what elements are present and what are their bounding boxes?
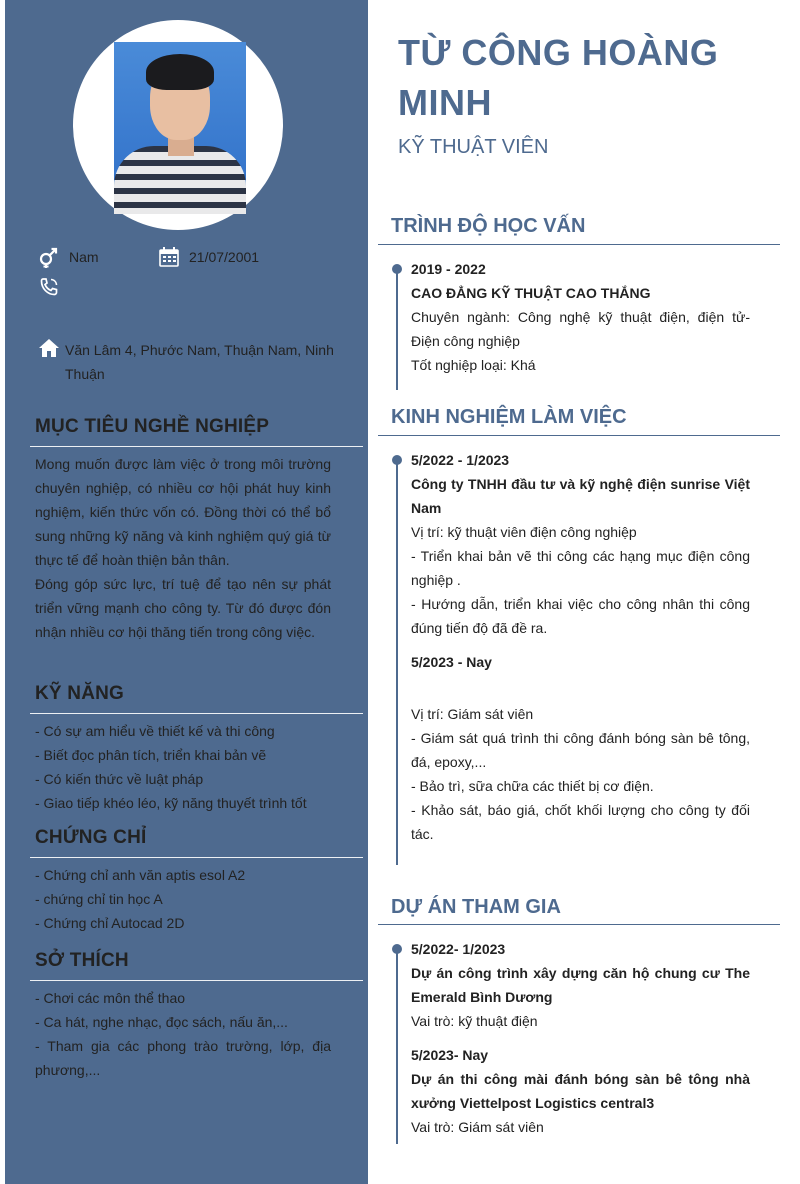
project-entry xyxy=(411,937,750,1033)
job-line: - Hướng dẫn, triển khai việc cho công nhân thi công đúng tiến độ đã đề ra. xyxy=(411,596,750,636)
hobby-item: - Tham gia các phong trào trường, lớp, địa phương,... xyxy=(35,1038,331,1078)
objective-paragraph: Đóng góp sức lực, trí tuệ để tạo nên sự phát triển vững mạnh cho công ty. Từ đó được đón nhận nhiều cơ hội thăng tiến trong công việc. xyxy=(35,576,331,640)
hobby-item: - Chơi các môn thể thao xyxy=(35,990,186,1006)
education-title: TRÌNH ĐỘ HỌC VẤN xyxy=(391,215,586,237)
objective-paragraph: Mong muốn được làm việc ở trong môi trường chuyên nghiệp, có nhiều cơ hội phát huy kinh nghiệm, kiến thức vốn có. Đồng thời có thể bổ sung những kỹ năng và kinh nghiệm quý giá từ thực tế để hoàn thiện bản thân. xyxy=(35,456,331,568)
certificates-title: CHỨNG CHỈ xyxy=(35,827,147,848)
education-major: Chuyên ngành: Công nghệ kỹ thuật điện, điện tử- Điện công nghiệp xyxy=(411,309,750,349)
home-icon xyxy=(38,337,60,359)
skill-item: - Có kiến thức về luật pháp xyxy=(35,771,204,787)
education-entry xyxy=(411,257,750,377)
gender-row xyxy=(38,246,99,268)
phone-row xyxy=(38,276,69,298)
job-company xyxy=(411,674,750,698)
experience-title: KINH NGHIỆM LÀM VIỆC xyxy=(391,406,627,428)
project-role: Vai trò: kỹ thuật điện xyxy=(411,1013,538,1029)
education-grade: Tốt nghiệp loại: Khá xyxy=(411,357,536,373)
avatar-shirt xyxy=(114,146,246,214)
project-date: 5/2022- 1/2023 xyxy=(411,941,506,957)
job-line: - Khảo sát, báo giá, chốt khối lượng cho công ty đối tác. xyxy=(411,802,750,842)
skill-item: - Có sự am hiểu về thiết kế và thi công xyxy=(35,723,275,739)
project-entry xyxy=(411,1043,750,1139)
calendar-icon xyxy=(158,246,180,268)
job-line: - Triển khai bản vẽ thi công các hạng mục điện công nghiệp . xyxy=(411,548,750,588)
certificate-item: - Chứng chỉ anh văn aptis esol A2 xyxy=(35,867,246,883)
experience-divider xyxy=(378,435,780,436)
education-timeline xyxy=(396,268,398,390)
phone-icon xyxy=(38,276,60,298)
projects-divider xyxy=(378,924,780,925)
education-school: CAO ĐẲNG KỸ THUẬT CAO THẮNG xyxy=(411,285,651,301)
project-name: Dự án công trình xây dựng căn hộ chung cư The Emerald Bình Dương xyxy=(411,965,750,1005)
experience-timeline xyxy=(396,459,398,865)
gender-text: Nam xyxy=(69,249,99,265)
job-line: - Bảo trì, sữa chữa các thiết bị cơ điện. xyxy=(411,778,654,794)
avatar-hair xyxy=(146,54,214,90)
objective-title: MỤC TIÊU NGHỀ NGHIỆP xyxy=(35,416,270,437)
avatar xyxy=(114,42,246,214)
certificates-list xyxy=(35,863,331,935)
certificate-item: - Chứng chỉ Autocad 2D xyxy=(35,915,185,931)
job-line: - Giám sát quá trình thi công đánh bóng sàn bê tông, đá, epoxy,... xyxy=(411,730,750,770)
job-date: 5/2023 - Nay xyxy=(411,654,492,670)
hobbies-divider xyxy=(30,980,363,981)
projects-timeline xyxy=(396,948,398,1144)
job-entry xyxy=(411,448,750,640)
certificate-item: - chứng chỉ tin học A xyxy=(35,891,163,907)
address-text: Văn Lâm 4, Phước Nam, Thuận Nam, Ninh Thuận xyxy=(65,342,334,382)
projects-title: DỰ ÁN THAM GIA xyxy=(391,896,561,918)
gender-icon xyxy=(38,246,60,268)
job-date: 5/2022 - 1/2023 xyxy=(411,452,510,468)
skill-item: - Biết đọc phân tích, triển khai bản vẽ xyxy=(35,747,267,763)
project-date: 5/2023- Nay xyxy=(411,1047,489,1063)
job-line: Vị trí: kỹ thuật viên điện công nghiệp xyxy=(411,524,637,540)
skills-list xyxy=(35,719,331,815)
timeline-dot xyxy=(392,944,402,954)
hobby-item: - Ca hát, nghe nhạc, đọc sách, nấu ăn,... xyxy=(35,1014,288,1030)
skills-divider xyxy=(30,713,363,714)
project-role: Vai trò: Giám sát viên xyxy=(411,1119,544,1135)
hobbies-list xyxy=(35,986,331,1082)
job-company: Công ty TNHH đầu tư và kỹ nghệ điện sunrise Việt Nam xyxy=(411,476,750,516)
timeline-dot xyxy=(392,455,402,465)
project-name: Dự án thi công mài đánh bóng sàn bê tông nhà xưởng Viettelpost Logistics central3 xyxy=(411,1071,750,1111)
skill-item: - Giao tiếp khéo léo, kỹ năng thuyết trình tốt xyxy=(35,795,307,811)
candidate-role: KỸ THUẬT VIÊN xyxy=(398,136,549,158)
objective-divider xyxy=(30,446,363,447)
birthdate-text: 21/07/2001 xyxy=(189,249,260,265)
candidate-name: TỪ CÔNG HOÀNG MINH xyxy=(398,32,719,123)
job-entry xyxy=(411,650,750,846)
birthdate-row xyxy=(158,246,259,268)
certificates-divider xyxy=(30,857,363,858)
job-line: Vị trí: Giám sát viên xyxy=(411,706,534,722)
skills-title: KỸ NĂNG xyxy=(35,683,125,704)
objective-text xyxy=(35,452,331,644)
timeline-dot xyxy=(392,264,402,274)
education-divider xyxy=(378,244,780,245)
hobbies-title: SỞ THÍCH xyxy=(35,950,129,971)
education-date: 2019 - 2022 xyxy=(411,261,486,277)
